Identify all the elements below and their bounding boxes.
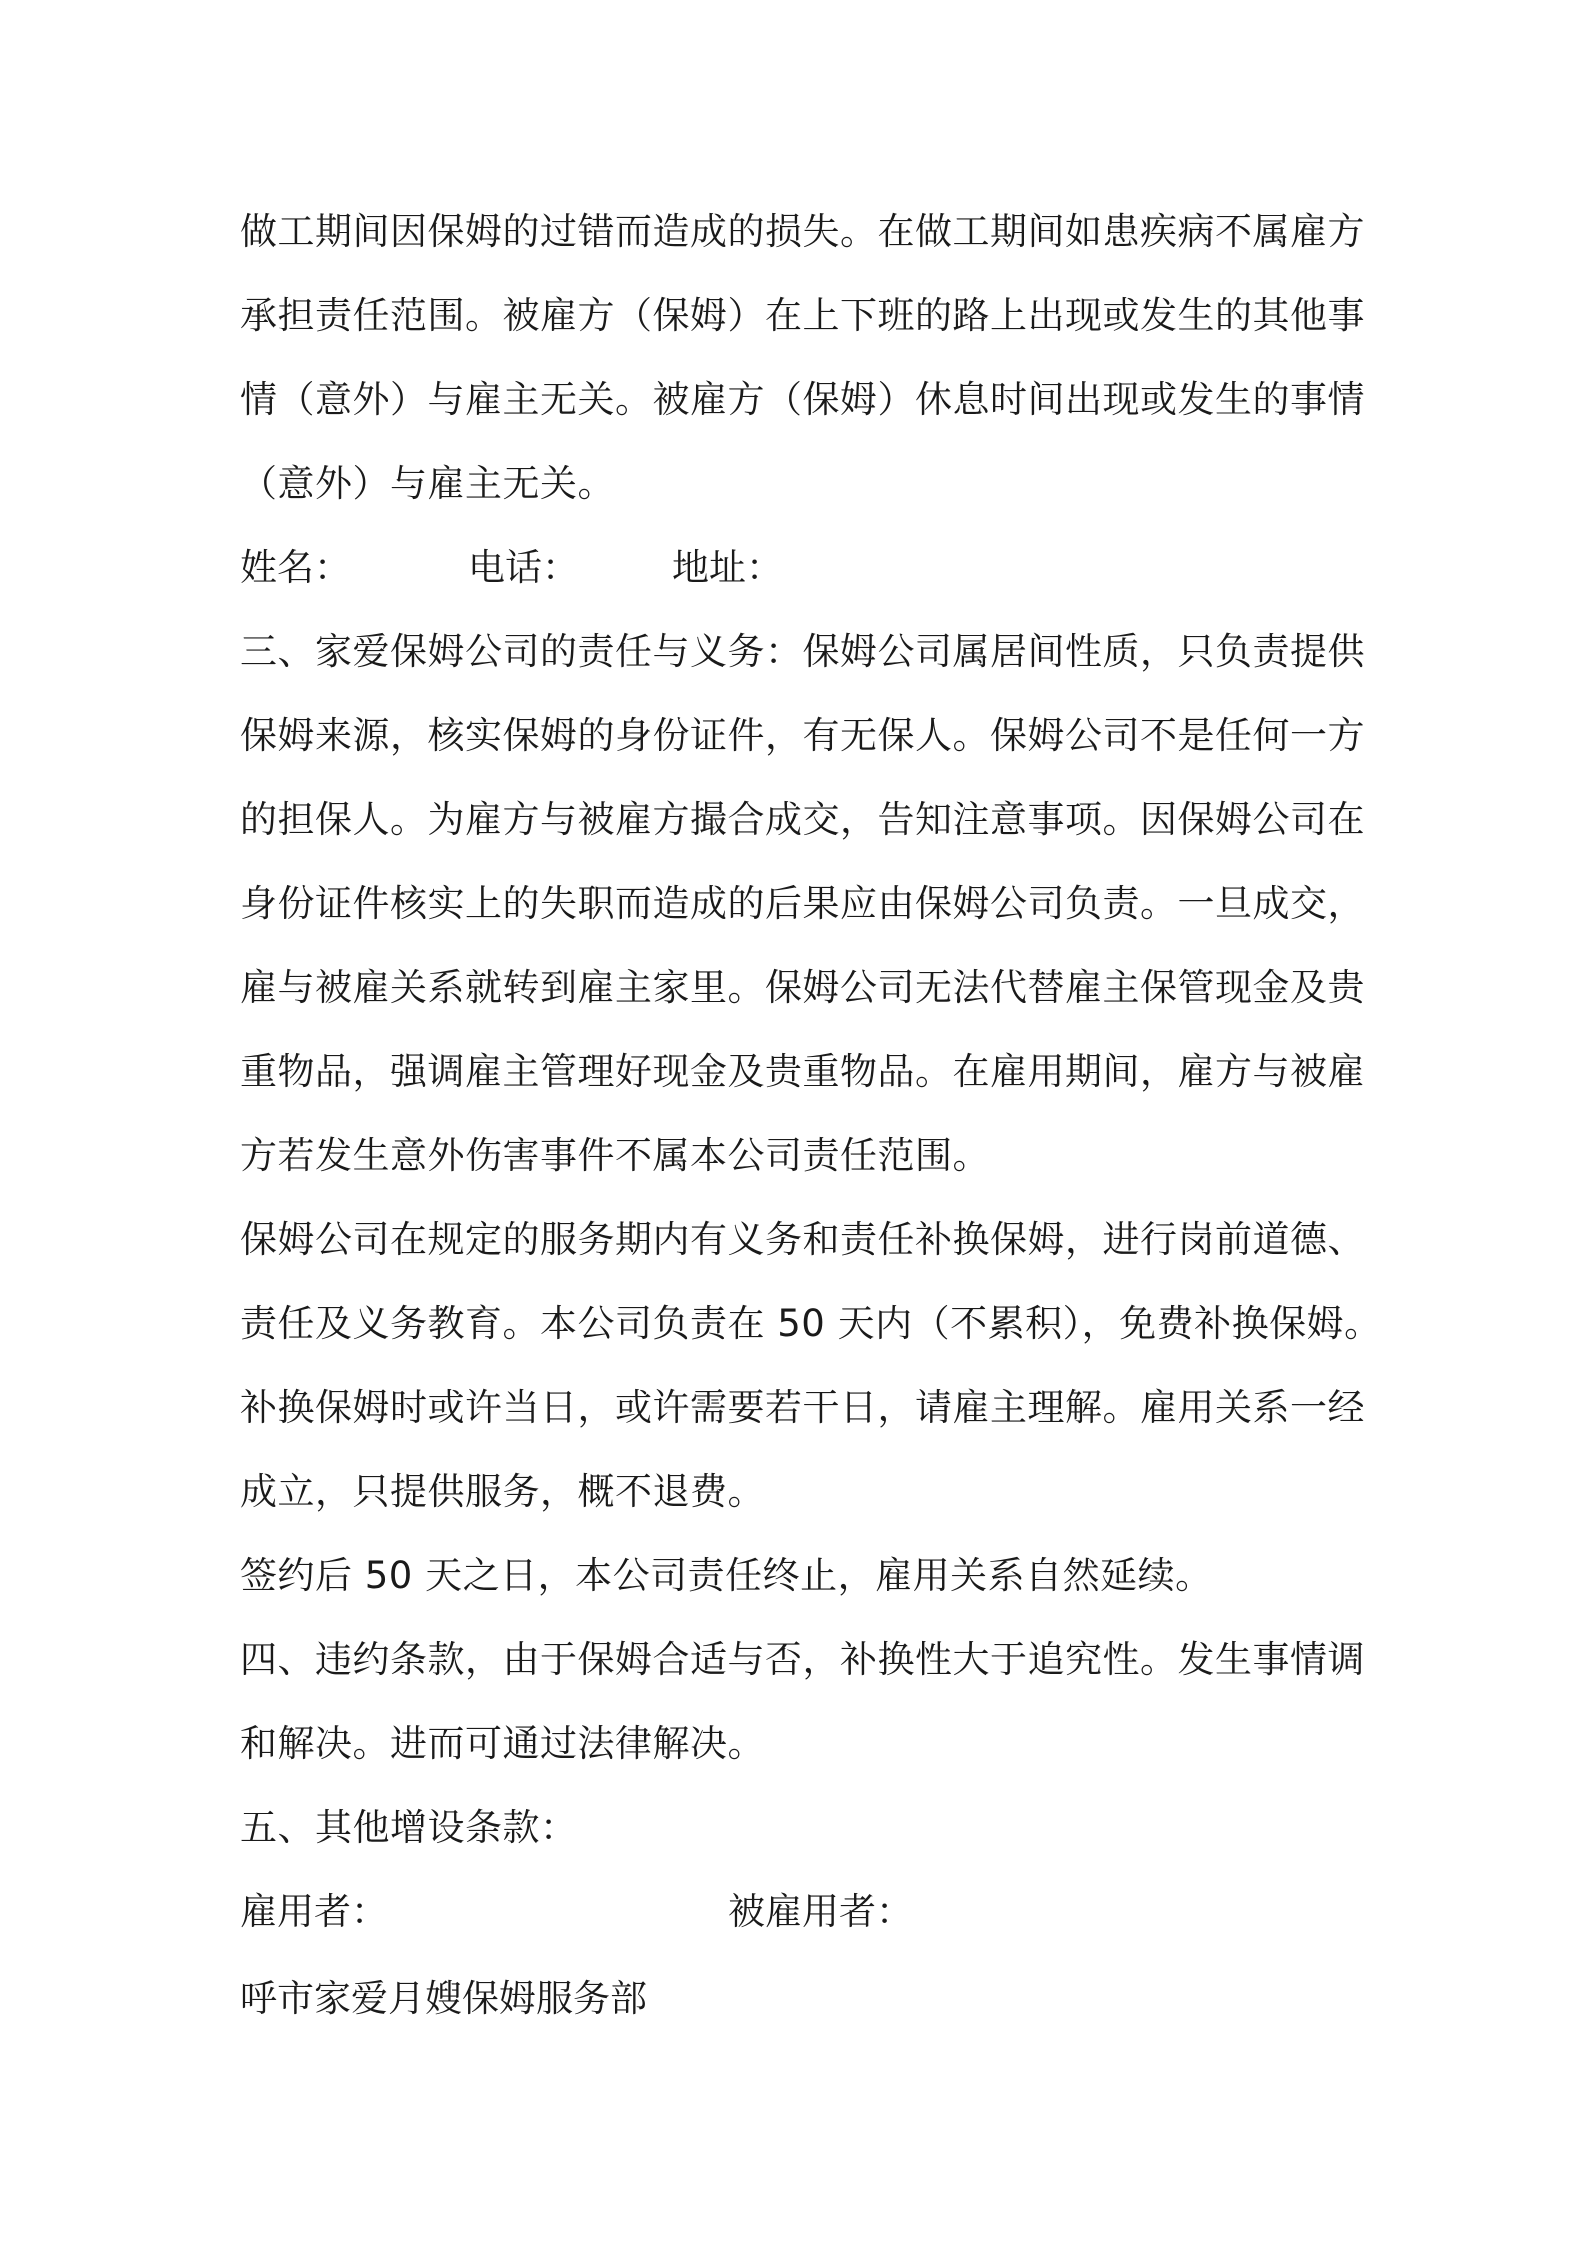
employee-label: 被雇用者： — [728, 1890, 913, 1933]
text-line: 和解决。进而可通过法律解决。 — [240, 1722, 765, 1765]
text-line: 责任及义务教育。本公司负责在 50 天内（不累积），免费补换保姆。 — [240, 1302, 1382, 1345]
text-line: 成立，只提供服务，概不退费。 — [240, 1470, 765, 1513]
text-line: 情（意外）与雇主无关。被雇方（保姆）休息时间出现或发生的事情 — [240, 378, 1365, 421]
text-line: 保姆来源，核实保姆的身份证件，有无保人。保姆公司不是任何一方 — [240, 714, 1365, 757]
address-label: 地址： — [672, 546, 783, 589]
text-line: 方若发生意外伤害事件不属本公司责任范围。 — [240, 1134, 990, 1177]
employer-label: 雇用者： — [240, 1890, 388, 1933]
replacement-clause — [240, 1198, 1382, 1534]
section-five-heading: 五、其他增设条款： — [240, 1806, 578, 1849]
document-page — [240, 190, 1382, 2044]
text-line: 补换保姆时或许当日，或许需要若干日，请雇主理解。雇用关系一经 — [240, 1386, 1365, 1429]
term-clause — [240, 1534, 1360, 1618]
text-line: 承担责任范围。被雇方（保姆）在上下班的路上出现或发生的其他事 — [240, 294, 1365, 337]
text-line: （意外）与雇主无关。 — [240, 462, 615, 505]
text-line: 保姆公司在规定的服务期内有义务和责任补换保姆，进行岗前道德、 — [240, 1218, 1365, 1261]
text-line: 做工期间因保姆的过错而造成的损失。在做工期间如患疾病不属雇方 — [240, 210, 1365, 253]
phone-label: 电话： — [468, 546, 579, 589]
text-line: 三、家爱保姆公司的责任与义务：保姆公司属居间性质，只负责提供 — [240, 630, 1365, 673]
section-four — [240, 1618, 1365, 1786]
section-two-tail — [240, 190, 1365, 526]
text-line: 雇与被雇关系就转到雇主家里。保姆公司无法代替雇主保管现金及贵 — [240, 966, 1365, 1009]
text-line: 的担保人。为雇方与被雇方撮合成交，告知注意事项。因保姆公司在 — [240, 798, 1365, 841]
section-three — [240, 610, 1365, 1198]
name-label: 姓名： — [240, 546, 351, 589]
text-line: 签约后 50 天之日，本公司责任终止，雇用关系自然延续。 — [240, 1554, 1213, 1597]
organization-name: 呼市家爱月嫂保姆服务部 — [240, 1977, 647, 2020]
text-line: 身份证件核实上的失职而造成的后果应由保姆公司负责。一旦成交， — [240, 882, 1365, 925]
signature-row — [240, 1870, 1360, 1954]
contact-fields-row — [240, 526, 1360, 610]
text-line: 重物品，强调雇主管理好现金及贵重物品。在雇用期间，雇方与被雇 — [240, 1050, 1365, 1093]
text-line: 四、违约条款，由于保姆合适与否，补换性大于追究性。发生事情调 — [240, 1638, 1365, 1681]
